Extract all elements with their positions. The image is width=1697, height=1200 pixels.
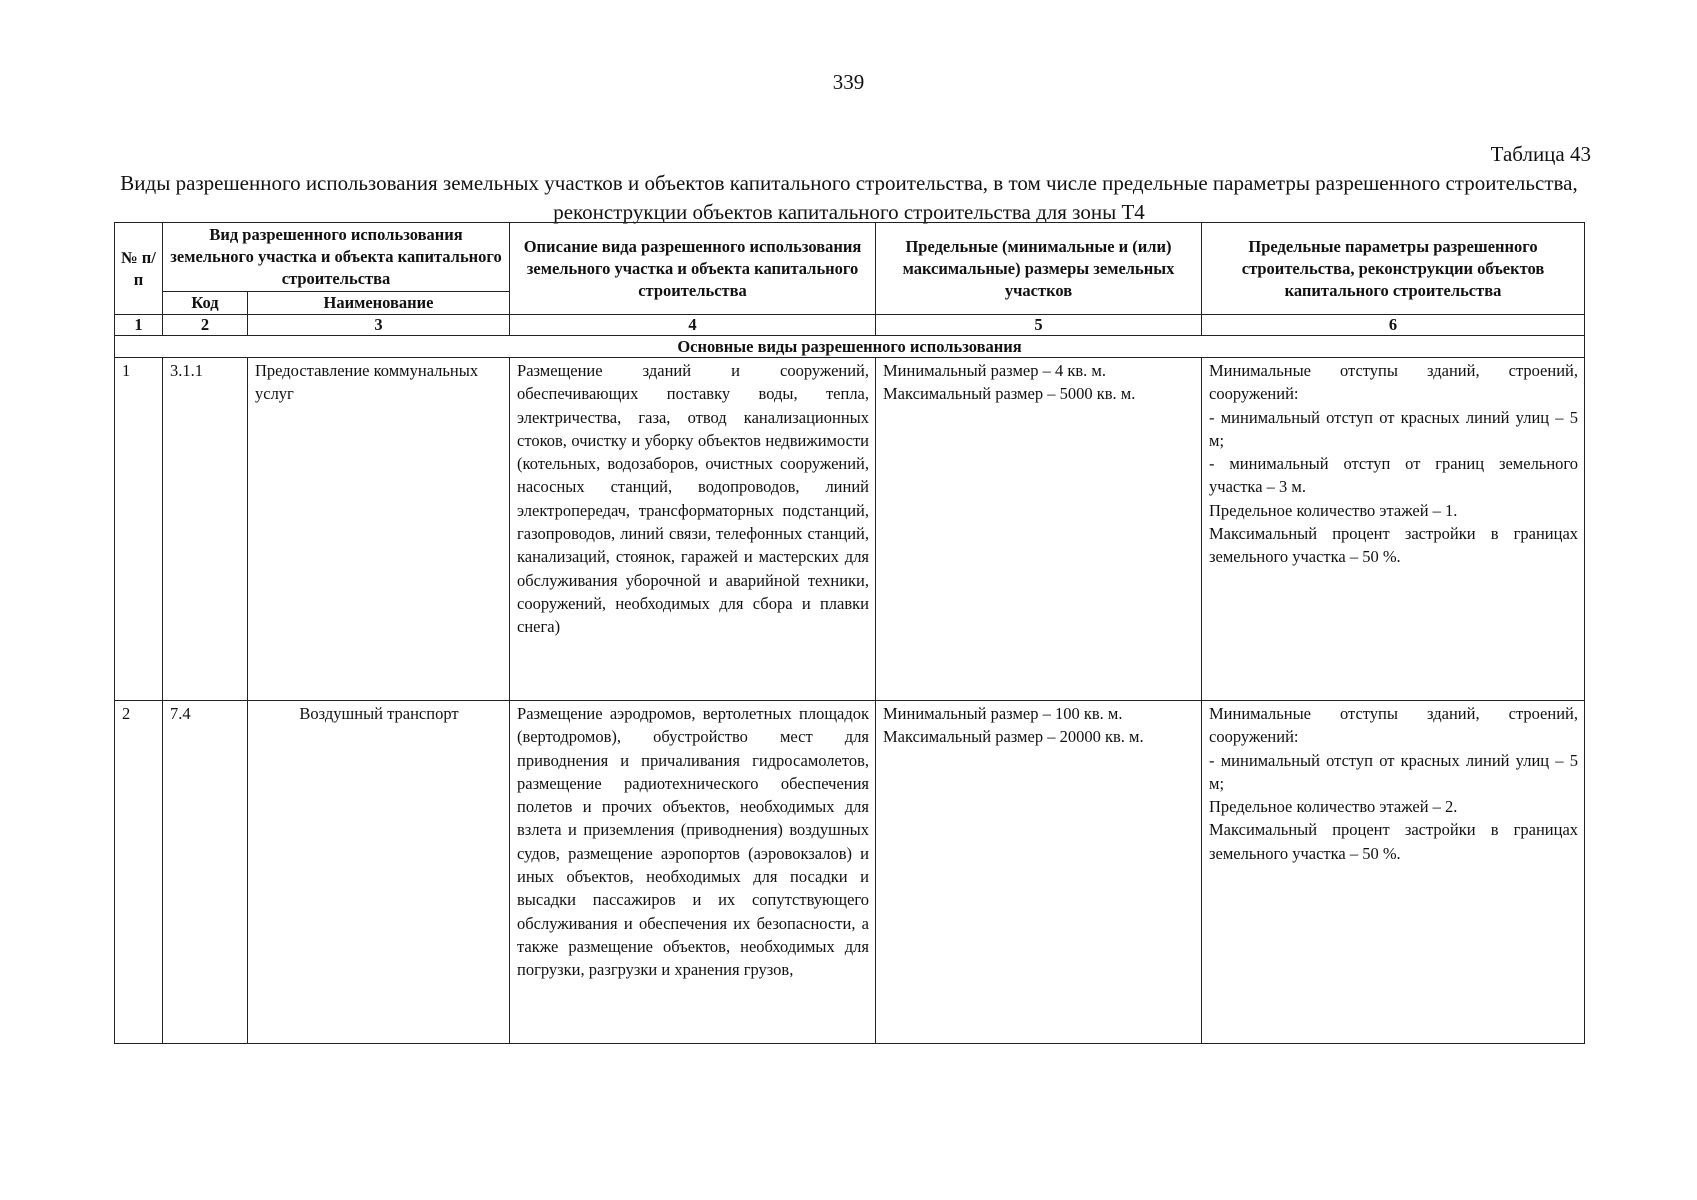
row-name: Предоставление коммунальных услуг (248, 358, 510, 701)
size-line: Минимальный размер – 100 кв. м. (883, 704, 1123, 723)
row-params (1202, 358, 1585, 701)
row-number: 1 (115, 358, 163, 701)
table-caption: Виды разрешенного использования земельных участков и объектов капитального строительства, в том числе предельные параметры разрешенного строительства, реконструкции объектов капитального строительства для зоны Т4 (120, 171, 1578, 224)
row-name: Воздушный транспорт (248, 701, 510, 1044)
column-number: 2 (163, 315, 248, 336)
param-line: - минимальный отступ от границ земельного участка – 3 м. (1209, 454, 1579, 497)
size-line: Минимальный размер – 4 кв. м. (883, 361, 1106, 380)
column-number: 4 (510, 315, 876, 336)
header-num: № п/п (115, 223, 163, 315)
size-line: Максимальный размер – 20000 кв. м. (883, 727, 1144, 747)
header-vid: Вид разрешенного использования земельного участка и объекта капитального строительства (163, 223, 510, 292)
param-line: - минимальный отступ от красных линий улиц – 5 м; (1209, 407, 1579, 450)
header-row (115, 223, 1585, 292)
param-line: Минимальные отступы зданий, строений, сооружений: (1209, 704, 1579, 747)
row-sizes (876, 701, 1202, 1044)
header-sizes: Предельные (минимальные и (или) максимальные) размеры земельных участков (876, 223, 1202, 315)
param-line: Максимальный процент застройки в границах земельного участка – 50 %. (1209, 820, 1579, 863)
row-description: Размещение зданий и сооружений, обеспечивающих поставку воды, тепла, электричества, газа, отвод канализационных стоков, очистку и уборку объектов недвижимости (котельных, водозаборов, очистных сооружений, насосных станций, водопроводов, линий электропередач, трансформаторных подстанций, газопроводов, линий связи, телефонных станций, канализаций, стоянок, гаражей и мастерских для обслуживания уборочной и аварийной техники, сооружений, необходимых для сбора и плавки снега) (510, 358, 876, 701)
land-use-table (114, 222, 1585, 1044)
page-number: 339 (832, 70, 865, 94)
param-line: - минимальный отступ от красных линий улиц – 5 м; (1209, 750, 1579, 793)
header-code: Код (163, 292, 248, 315)
section-row (115, 336, 1585, 358)
param-line: Предельное количество этажей – 1. (1209, 500, 1458, 520)
row-description: Размещение аэродромов, вертолетных площадок (вертодромов), обустройство мест для приводнения и причаливания гидросамолетов, размещение радиотехнического обеспечения полетов и прочих объектов, необходимых для взлета и приземления (приводнения) воздушных судов, размещение аэропортов (аэровокзалов) и иных объектов, необходимых для посадки и высадки пассажиров и их сопутствующего обслуживания и обеспечения их безопасности, а также размещение объектов, необходимых для погрузки, разгрузки и хранения грузов, (510, 701, 876, 1044)
row-params (1202, 701, 1585, 1044)
section-title: Основные виды разрешенного использования (115, 336, 1585, 358)
param-line: Минимальные отступы зданий, строений, сооружений: (1209, 361, 1579, 404)
header-params: Предельные параметры разрешенного строительства, реконструкции объектов капитального строительства (1202, 223, 1585, 315)
column-number: 6 (1202, 315, 1585, 336)
column-number: 1 (115, 315, 163, 336)
row-code: 7.4 (163, 701, 248, 1044)
size-line: Максимальный размер – 5000 кв. м. (883, 384, 1136, 404)
header-name: Наименование (248, 292, 510, 315)
column-number-row (115, 315, 1585, 336)
column-number: 3 (248, 315, 510, 336)
header-description: Описание вида разрешенного использования земельного участка и объекта капитального строительства (510, 223, 876, 315)
table-row (115, 701, 1585, 1044)
row-code: 3.1.1 (163, 358, 248, 701)
row-number: 2 (115, 701, 163, 1044)
column-number: 5 (876, 315, 1202, 336)
row-sizes (876, 358, 1202, 701)
table-label: Таблица 43 (1490, 142, 1591, 166)
param-line: Максимальный процент застройки в границах земельного участка – 50 %. (1209, 524, 1579, 567)
table-row (115, 358, 1585, 701)
param-line: Предельное количество этажей – 2. (1209, 797, 1458, 817)
